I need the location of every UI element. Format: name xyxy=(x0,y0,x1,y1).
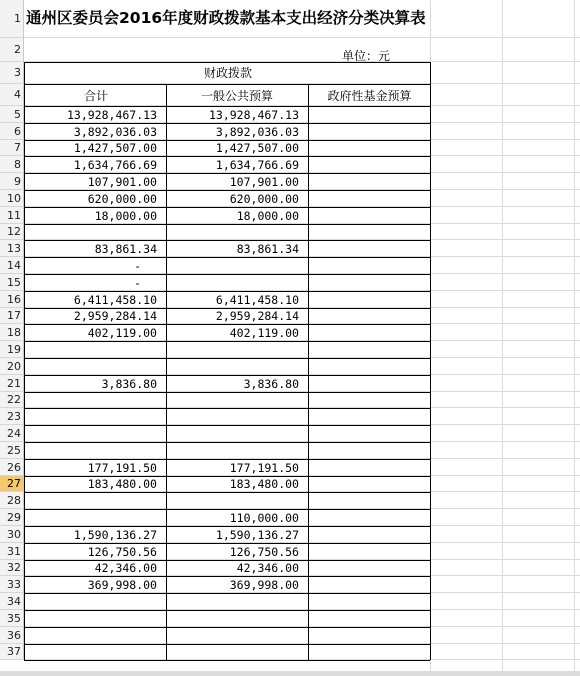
cell-total[interactable] xyxy=(25,627,165,644)
grid-row-line xyxy=(24,0,580,38)
row-header-19[interactable]: 19 xyxy=(0,341,24,358)
cell-general-budget[interactable] xyxy=(167,408,307,425)
row-header-20[interactable]: 20 xyxy=(0,358,24,375)
cell-general-budget[interactable]: 1,634,766.69 xyxy=(215,157,299,172)
horizontal-scrollbar[interactable] xyxy=(0,671,580,676)
row-header-10[interactable]: 10 xyxy=(0,190,24,207)
cell-total[interactable]: 1,427,507.00 xyxy=(73,141,157,155)
cell-total[interactable] xyxy=(25,509,165,526)
row-header-16[interactable]: 16 xyxy=(0,291,24,308)
cell-total[interactable] xyxy=(25,644,165,660)
cell-fund-budget[interactable] xyxy=(309,308,429,324)
cell-total[interactable]: 42,346.00 xyxy=(94,561,157,575)
cell-total[interactable]: 2,959,284.14 xyxy=(73,309,157,323)
cell-general-budget[interactable] xyxy=(167,593,307,610)
cell-general-budget[interactable] xyxy=(167,224,307,240)
header-group-cell[interactable]: 财政拨款 xyxy=(203,65,252,80)
cell-total[interactable]: 3,836.80 xyxy=(101,376,157,391)
cell-general-budget[interactable] xyxy=(167,358,307,375)
cell-total[interactable] xyxy=(25,408,165,425)
row-header-32[interactable]: 32 xyxy=(0,560,24,576)
table-border-line xyxy=(24,84,430,85)
cell-total[interactable] xyxy=(25,593,165,610)
cell-total[interactable]: 6,411,458.10 xyxy=(73,292,157,307)
row-header-21[interactable]: 21 xyxy=(0,375,24,392)
cell-fund-budget[interactable] xyxy=(309,476,429,492)
cell-fund-budget[interactable] xyxy=(309,106,429,123)
row-header-27[interactable]: 27 xyxy=(0,476,24,492)
cell-general-budget[interactable]: 402,119.00 xyxy=(229,325,299,340)
cell-fund-budget[interactable] xyxy=(309,156,429,173)
row-header-4[interactable]: 4 xyxy=(0,84,24,106)
cell-general-budget[interactable] xyxy=(167,442,307,459)
cell-total[interactable]: 3,892,036.03 xyxy=(73,124,157,139)
row-header-2[interactable]: 2 xyxy=(0,38,24,62)
cell-total[interactable]: 1,590,136.27 xyxy=(73,527,157,542)
cell-general-budget[interactable]: 18,000.00 xyxy=(236,208,299,223)
cell-fund-budget[interactable] xyxy=(309,644,429,660)
grid-row-line xyxy=(24,38,580,62)
row-header-18[interactable]: 18 xyxy=(0,324,24,341)
cell-fund-budget[interactable] xyxy=(309,593,429,610)
cell-fund-budget[interactable] xyxy=(309,190,429,207)
row-header-25[interactable]: 25 xyxy=(0,442,24,459)
cell-general-budget[interactable] xyxy=(167,341,307,358)
cell-fund-budget[interactable] xyxy=(309,408,429,425)
cell-fund-budget[interactable] xyxy=(309,358,429,375)
cell-fund-budget[interactable] xyxy=(309,257,429,274)
cell-fund-budget[interactable] xyxy=(309,375,429,392)
grid-row-line xyxy=(24,62,580,84)
table-border-line xyxy=(24,660,430,661)
cell-fund-budget[interactable] xyxy=(309,425,429,442)
cell-general-budget[interactable] xyxy=(167,257,307,274)
cell-total[interactable] xyxy=(25,610,165,627)
row-header-26[interactable]: 26 xyxy=(0,459,24,476)
cell-general-budget[interactable]: 110,000.00 xyxy=(229,510,299,525)
cell-general-budget[interactable]: 126,750.56 xyxy=(229,544,299,559)
cell-general-budget[interactable]: 1,427,507.00 xyxy=(215,141,299,155)
header-fund-budget[interactable]: 政府性基金预算 xyxy=(327,88,412,103)
cell-fund-budget[interactable] xyxy=(309,240,429,257)
cell-general-budget[interactable]: 107,901.00 xyxy=(229,174,299,189)
cell-fund-budget[interactable] xyxy=(309,274,429,291)
row-header-28[interactable]: 28 xyxy=(0,492,24,509)
row-header-34[interactable]: 34 xyxy=(0,593,24,610)
cell-fund-budget[interactable] xyxy=(309,627,429,644)
grid-row-line xyxy=(24,84,580,106)
cell-total[interactable]: - xyxy=(134,258,141,273)
cell-total[interactable] xyxy=(25,358,165,375)
table-border-line xyxy=(430,62,431,660)
cell-general-budget[interactable] xyxy=(167,392,307,408)
cell-general-budget[interactable] xyxy=(167,425,307,442)
cell-total[interactable] xyxy=(25,442,165,459)
row-header-3[interactable]: 3 xyxy=(0,62,24,84)
cell-total[interactable] xyxy=(25,224,165,240)
row-header-17[interactable]: 17 xyxy=(0,308,24,324)
row-header-8[interactable]: 8 xyxy=(0,156,24,173)
cell-total[interactable]: - xyxy=(134,275,141,290)
row-header-13[interactable]: 13 xyxy=(0,240,24,257)
cell-total[interactable]: 18,000.00 xyxy=(94,208,157,223)
cell-general-budget[interactable]: 13,928,467.13 xyxy=(208,107,299,122)
cell-total[interactable] xyxy=(25,492,165,509)
row-header-36[interactable]: 36 xyxy=(0,627,24,644)
row-header-24[interactable]: 24 xyxy=(0,425,24,442)
header-general-budget[interactable]: 一般公共预算 xyxy=(200,88,273,103)
cell-general-budget[interactable]: 177,191.50 xyxy=(229,460,299,475)
row-header-12[interactable]: 12 xyxy=(0,224,24,240)
cell-general-budget[interactable] xyxy=(167,644,307,660)
cell-total[interactable]: 13,928,467.13 xyxy=(66,107,157,122)
row-header-14[interactable]: 14 xyxy=(0,257,24,274)
cell-general-budget[interactable]: 83,861.34 xyxy=(236,241,299,256)
row-header-37[interactable]: 37 xyxy=(0,644,24,660)
cell-fund-budget[interactable] xyxy=(309,442,429,459)
cell-general-budget[interactable]: 6,411,458.10 xyxy=(215,292,299,307)
row-header-6[interactable]: 6 xyxy=(0,123,24,140)
cell-fund-budget[interactable] xyxy=(309,224,429,240)
row-header-23[interactable]: 23 xyxy=(0,408,24,425)
cell-total[interactable]: 83,861.34 xyxy=(94,241,157,256)
cell-total[interactable]: 620,000.00 xyxy=(87,191,157,206)
cell-total[interactable] xyxy=(25,425,165,442)
cell-fund-budget[interactable] xyxy=(309,341,429,358)
cell-total[interactable]: 107,901.00 xyxy=(87,174,157,189)
cell-fund-budget[interactable] xyxy=(309,392,429,408)
cell-general-budget[interactable]: 42,346.00 xyxy=(236,561,299,575)
row-header-9[interactable]: 9 xyxy=(0,173,24,190)
cell-fund-budget[interactable] xyxy=(309,526,429,543)
row-header-35[interactable]: 35 xyxy=(0,610,24,627)
cell-total[interactable] xyxy=(25,392,165,408)
cell-total[interactable]: 177,191.50 xyxy=(87,460,157,475)
cell-fund-budget[interactable] xyxy=(309,459,429,476)
cell-general-budget[interactable] xyxy=(167,627,307,644)
cell-fund-budget[interactable] xyxy=(309,610,429,627)
cell-general-budget[interactable]: 620,000.00 xyxy=(229,191,299,206)
row-header-11[interactable]: 11 xyxy=(0,207,24,224)
cell-total[interactable]: 183,480.00 xyxy=(87,477,157,491)
cell-fund-budget[interactable] xyxy=(309,173,429,190)
cell-general-budget[interactable] xyxy=(167,274,307,291)
cell-total[interactable]: 1,634,766.69 xyxy=(73,157,157,172)
unit-label: 单位：元 xyxy=(342,49,391,63)
cell-general-budget[interactable]: 1,590,136.27 xyxy=(215,527,299,542)
cell-fund-budget[interactable] xyxy=(309,576,429,593)
row-header-31[interactable]: 31 xyxy=(0,543,24,560)
cell-general-budget[interactable]: 3,836.80 xyxy=(243,376,299,391)
cell-total[interactable] xyxy=(25,341,165,358)
cell-general-budget[interactable]: 183,480.00 xyxy=(229,477,299,491)
cell-fund-budget[interactable] xyxy=(309,123,429,140)
cell-fund-budget[interactable] xyxy=(309,492,429,509)
table-border-line xyxy=(24,62,430,63)
cell-general-budget[interactable] xyxy=(167,610,307,627)
row-header-5[interactable]: 5 xyxy=(0,106,24,123)
cell-fund-budget[interactable] xyxy=(309,291,429,308)
cell-general-budget[interactable]: 3,892,036.03 xyxy=(215,124,299,139)
sheet-title: 通州区委员会2016年度财政拨款基本支出经济分类决算表 xyxy=(26,9,426,27)
row-header-22[interactable]: 22 xyxy=(0,392,24,408)
cell-general-budget[interactable] xyxy=(167,492,307,509)
cell-fund-budget[interactable] xyxy=(309,207,429,224)
row-header-7[interactable]: 7 xyxy=(0,140,24,156)
cell-fund-budget[interactable] xyxy=(309,509,429,526)
cell-fund-budget[interactable] xyxy=(309,324,429,341)
row-header-33[interactable]: 33 xyxy=(0,576,24,593)
cell-fund-budget[interactable] xyxy=(309,543,429,560)
cell-fund-budget[interactable] xyxy=(309,560,429,576)
header-total[interactable]: 合计 xyxy=(83,88,108,103)
row-header-30[interactable]: 30 xyxy=(0,526,24,543)
row-header-15[interactable]: 15 xyxy=(0,274,24,291)
cell-fund-budget[interactable] xyxy=(309,140,429,156)
row-header-29[interactable]: 29 xyxy=(0,509,24,526)
cell-general-budget[interactable]: 369,998.00 xyxy=(229,577,299,592)
row-header-1[interactable]: 1 xyxy=(0,0,24,38)
cell-general-budget[interactable]: 2,959,284.14 xyxy=(215,309,299,323)
cell-total[interactable]: 402,119.00 xyxy=(87,325,157,340)
cell-total[interactable]: 126,750.56 xyxy=(87,544,157,559)
cell-total[interactable]: 369,998.00 xyxy=(87,577,157,592)
